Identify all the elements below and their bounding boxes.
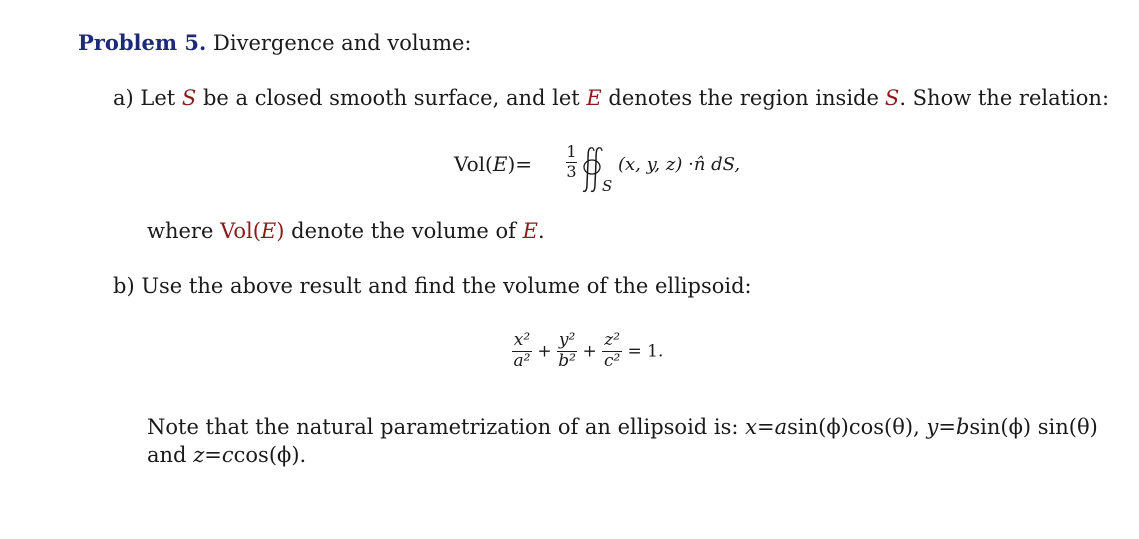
note-b: b — [955, 415, 970, 439]
part-a-text-4: . Show the relation: — [899, 86, 1110, 110]
formula-equals: = — [515, 152, 533, 176]
fraction-numerator: 1 — [566, 142, 577, 161]
formula-lhs — [454, 152, 532, 176]
volume-formula — [454, 140, 754, 200]
dot-operator: · — [688, 154, 694, 175]
note-z: z — [193, 443, 205, 467]
problem-heading-line — [78, 30, 472, 55]
integral-subscript-s: S — [602, 177, 613, 195]
note-y: y — [926, 415, 939, 439]
normal-vector: n̂ — [693, 154, 706, 175]
note-line-1: Note that the natural parametrization of an ellipsoid is: x=asin(ϕ)cos(θ), y=bsin(ϕ) sin(θ) — [147, 415, 1098, 439]
part-b-line — [113, 274, 752, 298]
plus-2: + — [582, 341, 597, 362]
part-a-line — [113, 86, 1109, 110]
part-a-region-e: E — [586, 86, 602, 110]
plus-1: + — [537, 341, 552, 362]
part-b-text: Use the above result and find the volume of the ellipsoid: — [141, 274, 752, 298]
formula-lhs-close: ) — [507, 152, 516, 176]
where-text-2: denote the volume of — [291, 219, 516, 243]
equation-rhs: = 1. — [627, 341, 664, 362]
term-z: $\frac{\text{z²}}{\text{c²}}$ — [603, 330, 621, 371]
part-a-surface-s-2: S — [884, 86, 900, 110]
note-line-2: and z=ccos(ϕ). — [147, 443, 307, 467]
where-region-e: E — [522, 219, 538, 243]
fraction-denominator: 3 — [566, 161, 577, 181]
integrand-xyz: (x, y, z) — [618, 154, 683, 175]
ellipsoid-equation — [512, 332, 663, 371]
note-x: x — [745, 415, 758, 439]
formula-lhs-e: E — [492, 152, 508, 176]
formula-integrand — [618, 154, 740, 175]
term-x: $\frac{\text{x²}}{\text{a²}}$ — [513, 330, 531, 371]
term-y: $\frac{\text{y²}}{\text{b²}}$ — [558, 330, 576, 371]
note-text: Note that the natural parametrization of an ellipsoid is: — [147, 415, 739, 439]
note-y-rhs: sin(ϕ) sin(θ) — [969, 415, 1098, 439]
part-b-label: b) — [113, 274, 135, 298]
formula-fraction — [566, 144, 577, 181]
problem-title: Divergence and volume: — [213, 31, 472, 55]
part-a-label: a) — [113, 86, 134, 110]
where-period: . — [537, 219, 545, 243]
note-c: c — [221, 443, 234, 467]
note-x-rhs: sin(ϕ)cos(θ), — [787, 415, 920, 439]
note-z-rhs: cos(ϕ). — [233, 443, 307, 467]
part-a-text-3: denotes the region inside — [608, 86, 879, 110]
problem-number: Problem 5. — [78, 30, 207, 55]
where-vol: Vol(E) — [220, 219, 285, 243]
part-a-text-1: Let — [140, 86, 176, 110]
part-a-text-2: be a closed smooth surface, and let — [202, 86, 580, 110]
note-and: and — [147, 443, 187, 467]
where-line — [147, 219, 545, 243]
part-a-surface-s: S — [181, 86, 197, 110]
surface-element: dS, — [705, 154, 741, 175]
formula-vol: Vol( — [454, 152, 493, 176]
note-a: a — [774, 415, 788, 439]
where-text: where — [147, 219, 214, 243]
